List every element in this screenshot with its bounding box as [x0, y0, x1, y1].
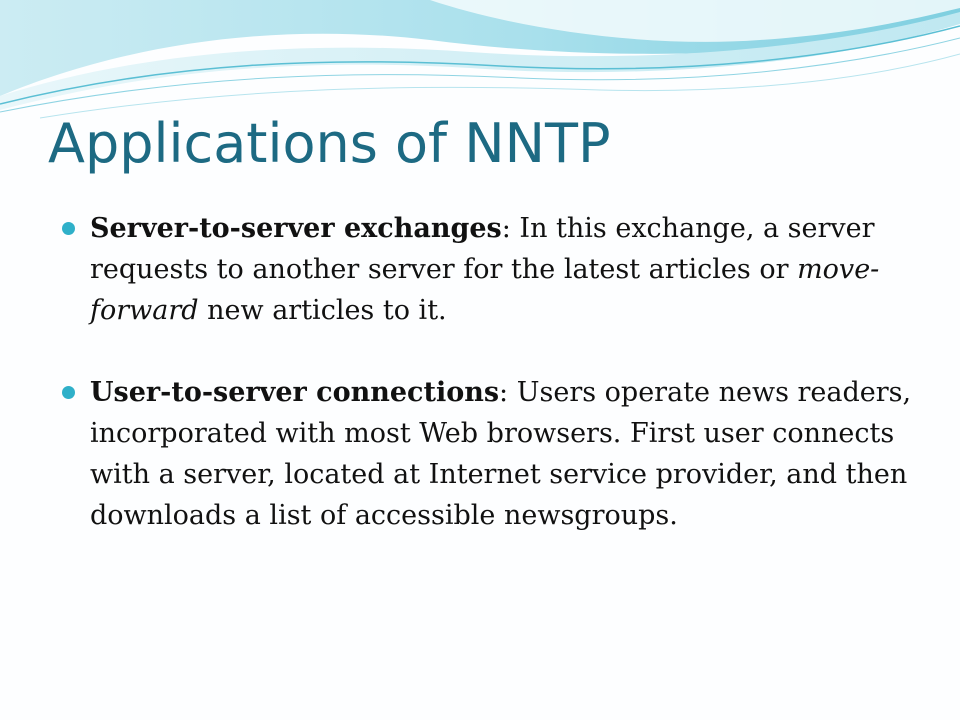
bullet-text: : In this exchange, a server requests to another server for the latest articles or [90, 213, 875, 285]
bullet-item [62, 208, 912, 331]
bullet-dot-icon [62, 386, 75, 399]
bullet-term: Server-to-server exchanges [90, 213, 502, 244]
bullet-text-end: new articles to it. [198, 295, 447, 326]
bullet-dot-icon [62, 222, 75, 235]
bullet-term: User-to-server connections [90, 377, 500, 408]
bullet-emphasis: move-forward [90, 254, 880, 326]
decorative-wave-header [0, 0, 960, 130]
bullet-item [62, 372, 912, 536]
slide-title: Applications of NNTP [48, 112, 611, 175]
bullet-list [62, 208, 912, 536]
bullet-text: : Users operate news readers, incorporated with most Web browsers. First user connects with a server, located at Internet service provider, and then downloads a list of accessible newsgroups. [90, 377, 912, 531]
